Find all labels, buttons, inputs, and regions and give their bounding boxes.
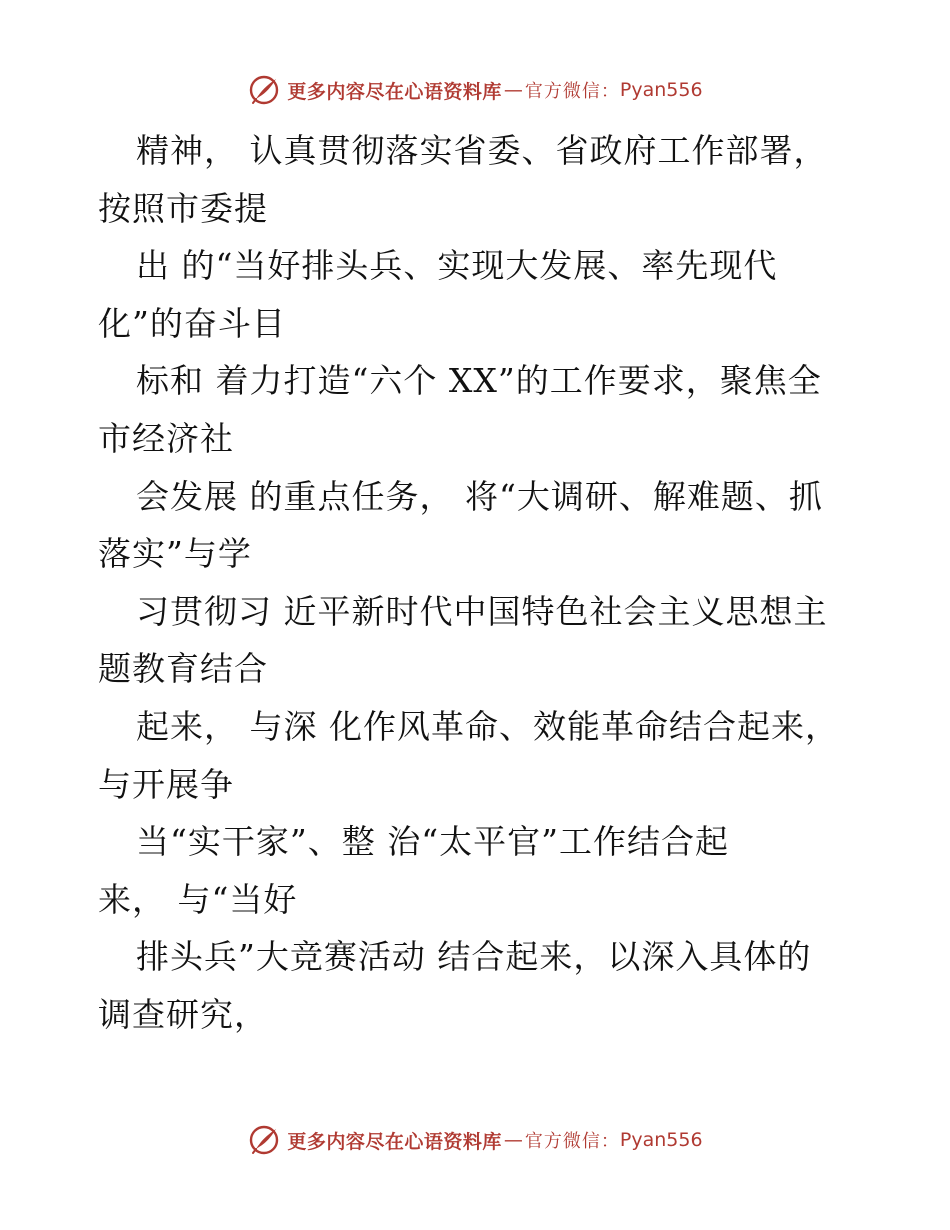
- banner-separator: —: [503, 1129, 523, 1151]
- body-line: 精神， 认真贯彻落实省委、省政府工作部署，: [136, 131, 828, 170]
- header-banner: [0, 70, 950, 110]
- banner-site-text: 更多内容尽在心语资料库: [287, 1130, 502, 1153]
- body-line: 出 的“当好排头兵、实现大发展、率先现代: [136, 246, 778, 286]
- body-line: 与开展争: [98, 764, 234, 804]
- body-line: 调查研究，: [98, 994, 268, 1034]
- banner-wechat-label: 官方微信：: [524, 1131, 620, 1152]
- footer-banner: [0, 1120, 950, 1160]
- banner-wechat-id: Pyan556: [619, 79, 703, 101]
- feather-quill-icon: [247, 1123, 281, 1157]
- body-line: 习贯彻习 近平新时代中国特色社会主义思想主: [136, 591, 828, 631]
- body-line: 题教育结合: [98, 649, 268, 689]
- document-body: [98, 122, 858, 1044]
- body-line: 化”的奋斗目: [98, 303, 286, 343]
- body-line: 市经济社: [98, 418, 234, 458]
- body-line: 按照市委提: [98, 188, 268, 228]
- body-line: 来， 与“当好: [98, 879, 298, 919]
- body-line: 排头兵”大竞赛活动 结合起来，以深入具体的: [136, 937, 812, 977]
- body-line: 会发展 的重点任务， 将“大调研、解难题、抓: [136, 476, 823, 516]
- banner-wechat-label: 官方微信：: [524, 81, 620, 102]
- body-line: 起来， 与深 化作风革命、效能革命结合起来，: [136, 706, 839, 746]
- body-line: 当“实干家”、整 治“太平官”工作结合起: [136, 822, 729, 862]
- feather-quill-icon: [247, 73, 281, 107]
- banner-separator: —: [503, 79, 523, 101]
- body-line: 标和 着力打造“六个 XX”的工作要求，聚焦全: [136, 361, 822, 401]
- banner-wechat-id: Pyan556: [619, 1129, 703, 1151]
- body-line: 落实”与学: [98, 534, 252, 574]
- banner-site-text: 更多内容尽在心语资料库: [287, 80, 502, 103]
